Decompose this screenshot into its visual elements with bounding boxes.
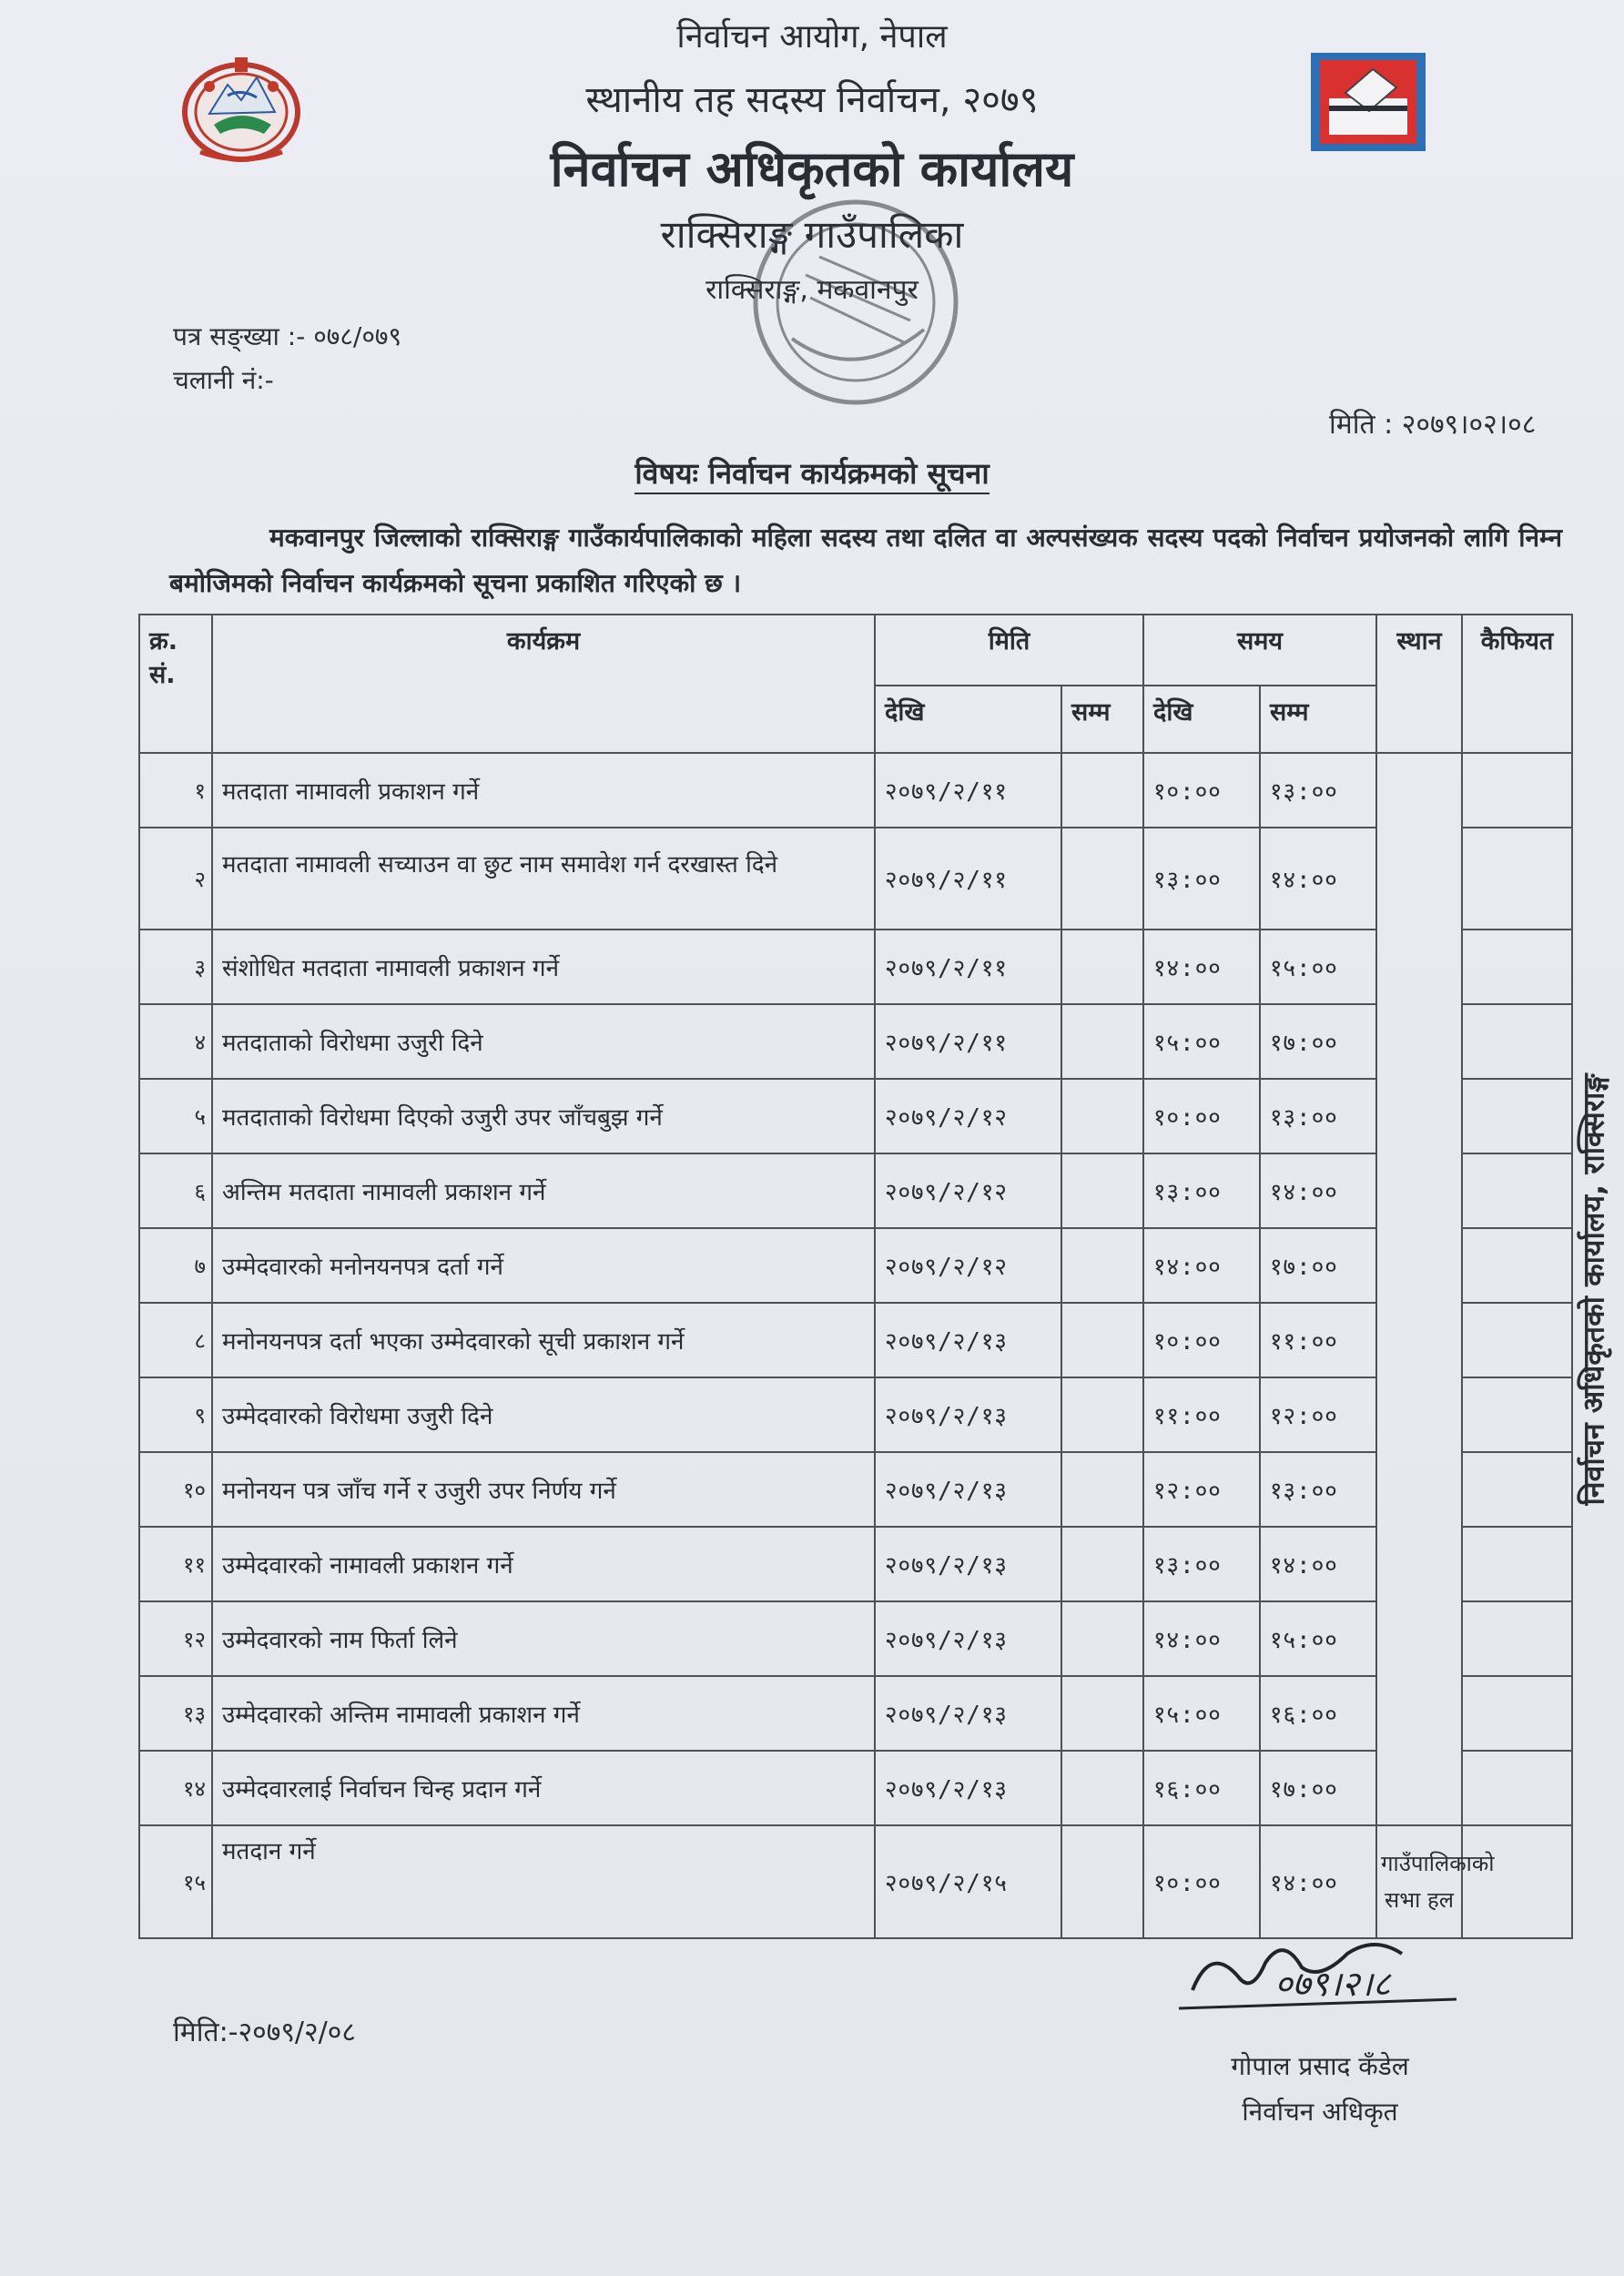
header-date-to: सम्म — [1061, 686, 1143, 753]
row-date-to — [1061, 1601, 1143, 1676]
row-serial: १२ — [139, 1601, 212, 1676]
subject-line — [0, 453, 1624, 493]
row-time-to: १२:०० — [1260, 1377, 1376, 1452]
footer-date: मिति:-२०७९/२/०८ — [173, 2017, 356, 2048]
row-date-from: २०७९/२/१३ — [875, 1303, 1061, 1377]
row-time-from: १३:०० — [1143, 1153, 1260, 1228]
row-time-from: १५:०० — [1143, 1004, 1260, 1079]
row-program: उम्मेदवारको नामावली प्रकाशन गर्ने — [212, 1527, 875, 1601]
row-date-from: २०७९/२/११ — [875, 753, 1061, 828]
row-date-from: २०७९/२/१३ — [875, 1601, 1061, 1676]
table-row — [139, 930, 1572, 1004]
header-program: कार्यक्रम — [212, 615, 875, 753]
row-time-to: १५:०० — [1260, 930, 1376, 1004]
row-date-from: २०७९/२/१५ — [875, 1825, 1061, 1938]
row-date-to — [1061, 828, 1143, 930]
row-date-to — [1061, 930, 1143, 1004]
row-time-to: १४:०० — [1260, 828, 1376, 930]
table-row — [139, 1751, 1572, 1825]
row-serial: १ — [139, 753, 212, 828]
row-time-to: १४:०० — [1260, 1527, 1376, 1601]
row-date-from: २०७९/२/१३ — [875, 1377, 1061, 1452]
table-row — [139, 1079, 1572, 1153]
row-serial: ९ — [139, 1377, 212, 1452]
place-merged-text: निर्वाचन अधिकृतको कार्यालय, राक्सिराङ्ग — [1576, 1072, 1611, 1506]
row-time-from: १६:०० — [1143, 1751, 1260, 1825]
table-row — [139, 828, 1572, 930]
row-serial: १३ — [139, 1676, 212, 1751]
row-time-from: १३:०० — [1143, 1527, 1260, 1601]
row-program: उम्मेदवारलाई निर्वाचन चिन्ह प्रदान गर्ने — [212, 1751, 875, 1825]
row-program: उम्मेदवारको मनोनयनपत्र दर्ता गर्ने — [212, 1228, 875, 1303]
row-date-from: २०७९/२/१२ — [875, 1228, 1061, 1303]
header-serial: क्र. सं. — [139, 615, 212, 753]
row-time-from: ११:०० — [1143, 1377, 1260, 1452]
row-program: मनोनयन पत्र जाँच गर्ने र उजुरी उपर निर्णय गर्ने — [212, 1452, 875, 1527]
signer-title: निर्वाचन अधिकृत — [1242, 2097, 1398, 2127]
row-remarks — [1462, 1527, 1572, 1601]
office-seal-stamp — [719, 193, 983, 430]
header-date-from: देखि — [875, 686, 1061, 753]
row-date-to — [1061, 1676, 1143, 1751]
row-program: संशोधित मतदाता नामावली प्रकाशन गर्ने — [212, 930, 875, 1004]
header-time-to: सम्म — [1260, 686, 1376, 753]
row-program: मतदाताको विरोधमा उजुरी दिने — [212, 1004, 875, 1079]
row-date-to — [1061, 1303, 1143, 1377]
row-date-from: २०७९/२/१२ — [875, 1079, 1061, 1153]
row-program: मतदाता नामावली सच्याउन वा छुट नाम समावेश गर्न दरखास्त दिने — [212, 828, 875, 930]
row-date-to — [1061, 753, 1143, 828]
row-time-from: १२:०० — [1143, 1452, 1260, 1527]
row-serial: ७ — [139, 1228, 212, 1303]
table-row — [139, 1377, 1572, 1452]
row-time-from: १४:०० — [1143, 930, 1260, 1004]
row-time-from: १४:०० — [1143, 1601, 1260, 1676]
row-time-to: १६:०० — [1260, 1676, 1376, 1751]
office-address: राक्सिराङ्ग, मकवानपुर — [705, 274, 919, 306]
row-program: मतदान गर्ने — [212, 1825, 875, 1938]
row-time-from: १३:०० — [1143, 828, 1260, 930]
row-date-from: २०७९/२/१३ — [875, 1452, 1061, 1527]
table-row — [139, 1452, 1572, 1527]
row-program: उम्मेदवारको नाम फिर्ता लिने — [212, 1601, 875, 1676]
row-place: गाउँपालिकाको सभा हल — [1376, 1825, 1462, 1938]
row-serial: १० — [139, 1452, 212, 1527]
municipality-name: राक्सिराङ्ग गाउँपालिका — [660, 212, 964, 257]
row-remarks — [1462, 1751, 1572, 1825]
row-remarks — [1462, 930, 1572, 1004]
row-serial: ११ — [139, 1527, 212, 1601]
handwritten-signature — [1165, 1926, 1475, 2036]
row-date-from: २०७९/२/१३ — [875, 1527, 1061, 1601]
row-remarks — [1462, 1601, 1572, 1676]
intro-paragraph: मकवानपुर जिल्लाको राक्सिराङ्ग गाउँकार्यपालिकाको महिला सदस्य तथा दलित वा अल्पसंख्यक सदस्य पदको निर्वाचन प्रयोजनको लागि निम्न बमोजिमको निर्वाचन कार्यक्रमको सूचना प्रकाशित गरिएको छ । — [169, 523, 1562, 598]
row-time-to: ११:०० — [1260, 1303, 1376, 1377]
table-row — [139, 753, 1572, 828]
row-time-to: १७:०० — [1260, 1228, 1376, 1303]
row-date-from: २०७९/२/११ — [875, 930, 1061, 1004]
header-time: समय — [1143, 615, 1376, 686]
row-program: उम्मेदवारको अन्तिम नामावली प्रकाशन गर्ने — [212, 1676, 875, 1751]
row-time-to: १३:०० — [1260, 1079, 1376, 1153]
row-date-from: २०७९/२/११ — [875, 828, 1061, 930]
row-remarks — [1462, 1676, 1572, 1751]
letter-number: पत्र सङ्ख्या :- ०७८/०७९ — [173, 321, 402, 351]
table-row — [139, 1228, 1572, 1303]
signature-date: ०७९।२।८ — [1274, 1964, 1391, 2004]
row-serial: ४ — [139, 1004, 212, 1079]
row-date-from: २०७९/२/१२ — [875, 1153, 1061, 1228]
row-serial: ५ — [139, 1079, 212, 1153]
row-time-to: १५:०० — [1260, 1601, 1376, 1676]
row-date-to — [1061, 1079, 1143, 1153]
table-row-last — [139, 1825, 1572, 1938]
row-date-to — [1061, 1228, 1143, 1303]
row-time-to: १३:०० — [1260, 1452, 1376, 1527]
row-program: मतदाताको विरोधमा दिएको उजुरी उपर जाँचबुझ गर्ने — [212, 1079, 875, 1153]
row-remarks — [1462, 753, 1572, 828]
row-date-to — [1061, 1004, 1143, 1079]
row-serial: २ — [139, 828, 212, 930]
row-serial: १४ — [139, 1751, 212, 1825]
signer-name: गोपाल प्रसाद कँडेल — [1231, 2051, 1409, 2081]
row-time-from: १४:०० — [1143, 1228, 1260, 1303]
row-program: अन्तिम मतदाता नामावली प्रकाशन गर्ने — [212, 1153, 875, 1228]
row-serial: ८ — [139, 1303, 212, 1377]
row-date-from: २०७९/२/११ — [875, 1004, 1061, 1079]
row-date-to — [1061, 1527, 1143, 1601]
commission-name: निर्वाचन आयोग, नेपाल — [676, 18, 948, 56]
row-time-from: १०:०० — [1143, 1079, 1260, 1153]
row-remarks — [1462, 1303, 1572, 1377]
schedule-table — [138, 614, 1611, 1939]
row-date-from: २०७९/२/१३ — [875, 1751, 1061, 1825]
table-row — [139, 1527, 1572, 1601]
row-time-to: १७:०० — [1260, 1751, 1376, 1825]
row-time-to: १७:०० — [1260, 1004, 1376, 1079]
row-date-to — [1061, 1377, 1143, 1452]
header-time-from: देखि — [1143, 686, 1260, 753]
header-date: मिति — [875, 615, 1143, 686]
table-row — [139, 1601, 1572, 1676]
row-time-from: १०:०० — [1143, 1303, 1260, 1377]
row-date-to — [1061, 1153, 1143, 1228]
row-remarks — [1462, 1377, 1572, 1452]
row-remarks — [1462, 1228, 1572, 1303]
row-time-from: १०:०० — [1143, 1825, 1260, 1938]
row-serial: ३ — [139, 930, 212, 1004]
row-remarks — [1462, 1004, 1572, 1079]
row-date-to — [1061, 1452, 1143, 1527]
row-time-to: १३:०० — [1260, 753, 1376, 828]
row-serial: १५ — [139, 1825, 212, 1938]
table-row — [139, 1303, 1572, 1377]
row-time-from: १५:०० — [1143, 1676, 1260, 1751]
row-remarks — [1462, 828, 1572, 930]
row-date-to — [1061, 1825, 1143, 1938]
header-place: स्थान — [1376, 615, 1462, 753]
row-remarks — [1462, 1153, 1572, 1228]
letter-date: मिति : २०७९।०२।०८ — [1329, 409, 1537, 441]
row-serial: ६ — [139, 1153, 212, 1228]
row-program: उम्मेदवारको विरोधमा उजुरी दिने — [212, 1377, 875, 1452]
row-remarks — [1462, 1079, 1572, 1153]
subject-text: विषयः निर्वाचन कार्यक्रमको सूचना — [634, 456, 989, 494]
row-remarks — [1462, 1452, 1572, 1527]
table-row — [139, 1153, 1572, 1228]
place-merged-cell — [1376, 753, 1611, 1825]
office-name: निर्वाचन अधिकृतको कार्यालय — [550, 140, 1074, 198]
header-remarks: कैफियत — [1462, 615, 1572, 753]
row-time-from: १०:०० — [1143, 753, 1260, 828]
row-program: मतदाता नामावली प्रकाशन गर्ने — [212, 753, 875, 828]
schedule-body — [139, 753, 1611, 1938]
row-date-to — [1061, 1751, 1143, 1825]
table-row — [139, 1004, 1572, 1079]
row-time-to: १४:०० — [1260, 1825, 1376, 1938]
row-remarks — [1462, 1825, 1572, 1938]
election-name: स्थानीय तह सदस्य निर्वाचन, २०७९ — [585, 79, 1039, 121]
table-row — [139, 1676, 1572, 1751]
row-time-to: १४:०० — [1260, 1153, 1376, 1228]
row-program: मनोनयनपत्र दर्ता भएका उम्मेदवारको सूची प्रकाशन गर्ने — [212, 1303, 875, 1377]
row-date-from: २०७९/२/१३ — [875, 1676, 1061, 1751]
dispatch-number: चलानी नं:- — [173, 365, 274, 395]
